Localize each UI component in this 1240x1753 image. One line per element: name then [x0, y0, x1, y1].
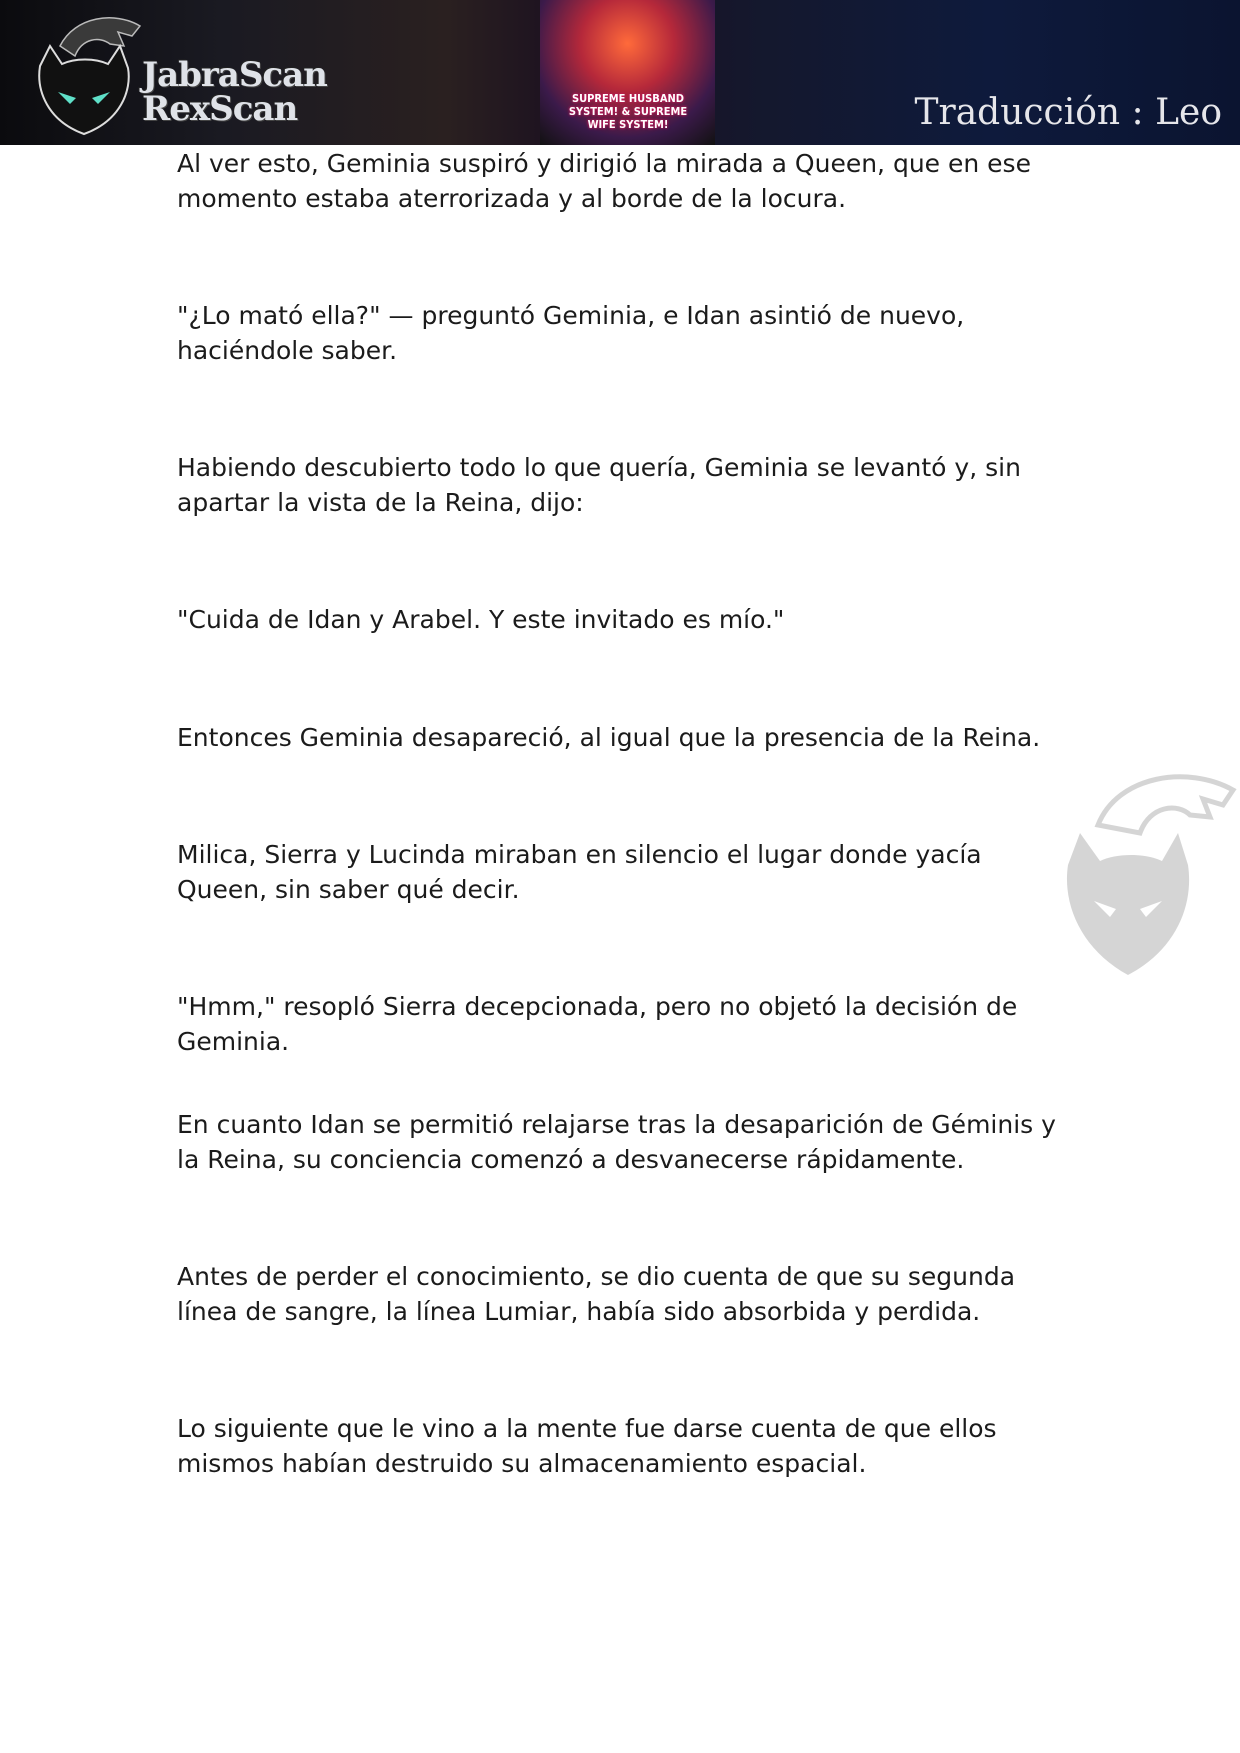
paragraph-6: Milica, Sierra y Lucinda miraban en silencio el lugar donde yacía Queen, sin saber qué decir. [177, 840, 982, 904]
translator-credit: Traducción : Leo [914, 92, 1222, 133]
group-logo-line-1: JabraScan [142, 55, 327, 95]
dinosaur-demon-watermark-icon [1058, 755, 1238, 985]
paragraph-2: "¿Lo mató ella?" — preguntó Geminia, e Idan asintió de nuevo, haciéndole saber. [177, 301, 965, 365]
group-logo-text [142, 55, 327, 129]
paragraph-8: En cuanto Idan se permitió relajarse tras la desaparición de Géminis y la Reina, su conciencia comenzó a desvanecerse rápidamente. [177, 1110, 1056, 1174]
paragraph-1: Al ver esto, Geminia suspiró y dirigió la mirada a Queen, que en ese momento estaba aterrorizada y al borde de la locura. [177, 149, 1031, 213]
paragraph-9: Antes de perder el conocimiento, se dio cuenta de que su segunda línea de sangre, la línea Lumiar, había sido absorbida y perdida. [177, 1262, 1016, 1326]
group-logo-line-2: RexScan [142, 89, 298, 129]
paragraph-4: "Cuida de Idan y Arabel. Y este invitado es mío." [177, 605, 785, 634]
paragraph-7: "Hmm," resopló Sierra decepcionada, pero no objetó la decisión de Geminia. [177, 992, 1018, 1056]
paragraph-3: Habiendo descubierto todo lo que quería, Geminia se levantó y, sin apartar la vista de la Reina, dijo: [177, 453, 1021, 517]
novel-cover-title: SUPREME HUSBAND SYSTEM! & SUPREME WIFE SYSTEM! [568, 92, 688, 131]
paragraph-10: Lo siguiente que le vino a la mente fue darse cuenta de que ellos mismos habían destruido su almacenamiento espacial. [177, 1414, 997, 1478]
paragraph-5: Entonces Geminia desapareció, al igual que la presencia de la Reina. [177, 723, 1041, 752]
header-banner [0, 0, 1240, 145]
dinosaur-demon-mascot-icon [20, 6, 150, 141]
